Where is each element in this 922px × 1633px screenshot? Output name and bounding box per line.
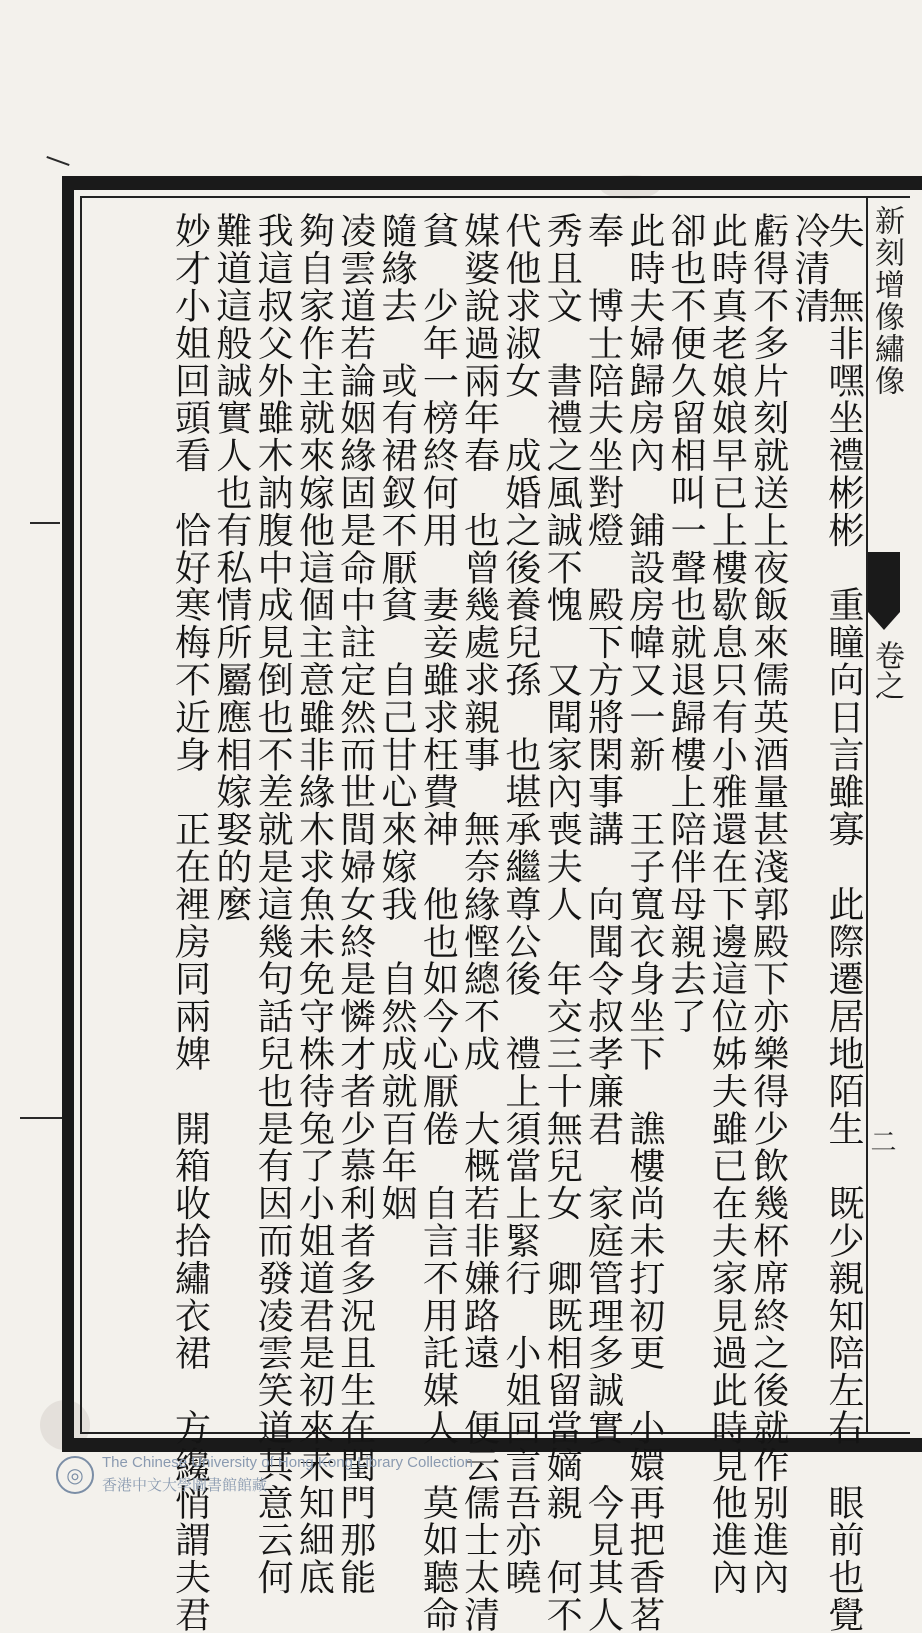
text-column: 夠自家作主就來嫁他這個主意雖非緣木求魚未免守株待兔了小姐道君是初來未知細底	[293, 212, 335, 1596]
text-column: 奉 博士陪夫坐對燈 殿下方將閑事講 向聞令叔孝廉君 家庭管理多誠實 今見其人	[582, 212, 624, 1633]
text-column: 冷清清	[789, 212, 830, 325]
text-column: 媒婆說過兩年春 也曾幾處求親事 無奈緣慳總不成 大概若非嫌路遠 便云儒士太清	[458, 212, 500, 1633]
text-column: 卻也不便久留相叫一聲也就退歸樓上陪伴母親去了	[665, 212, 707, 1035]
text-column: 此時夫婦歸房內 鋪設房幃又一新 王子寬衣身坐下 譙樓尚未打初更 小嬛再把香茗	[623, 212, 665, 1633]
library-logo-icon: ◎	[56, 1456, 94, 1494]
text-column: 虧得不多片刻就送上夜飯來儒英酒量甚淺郭殿下亦樂得少飲幾杯席終之後就作别進內	[747, 212, 789, 1596]
margin-tick	[30, 522, 60, 524]
text-column: 此時真老娘娘早已上樓歇息只有小雅還在下邊這位姊夫雖已在夫家見過此時見他進內	[706, 212, 748, 1596]
text-column: 代他求淑女 成婚之後養兒孫 也堪承繼尊公後 禮上須當上緊行 小姐回言吾亦曉	[499, 212, 541, 1596]
text-column: 秀且文 書禮之風誠不愧 又聞家內喪夫人 年交三十無兒女 卿既相留當嫡親 何不	[541, 212, 583, 1633]
text-column: 隨緣去 或有裙釵不厭貧 自己甘心來嫁我 自然成就百年姻	[376, 212, 418, 1222]
margin-tick	[46, 156, 69, 166]
page-number: 二	[866, 1128, 896, 1154]
book-title: 新刻增像繡像	[869, 205, 904, 397]
text-column: 失 無非嘿坐禮彬彬 重瞳向日言雖寡 此際遷居地陌生 既少親知陪左右 眼前也覺	[823, 212, 864, 1633]
collection-credit-en: The Chinese University of Hong Kong Library Collection	[102, 1454, 474, 1471]
text-column: 貧 少年一榜終何用 妻妾雖求枉費神 他也如今心厭倦 自言不用託媒人 莫如聽命	[417, 212, 459, 1633]
fishtail-mark	[868, 552, 900, 612]
volume-label: 卷之	[869, 640, 904, 700]
margin-tick	[20, 1117, 64, 1119]
text-column: 難道這般誠實人也有私情所屬應相嫁娶的麼	[210, 212, 252, 923]
text-column: 凌雲道若論姻緣固是命中註定然而世間婦女終是憐才者少慕利者多況且生在閨門那能	[334, 212, 376, 1596]
text-column: 我這叔父外雖木訥腹中成見倒也不差就是這幾句話兒也是有因而發凌雲笑道其意云何	[252, 212, 294, 1596]
text-column: 妙才小姐回頭看 恰好寒梅不近身 正在裡房同兩婢 開箱收拾繡衣裙 方纔悄謂夫君	[169, 212, 211, 1633]
collection-credit-zh: 香港中文大學圖書館館藏	[102, 1476, 268, 1494]
